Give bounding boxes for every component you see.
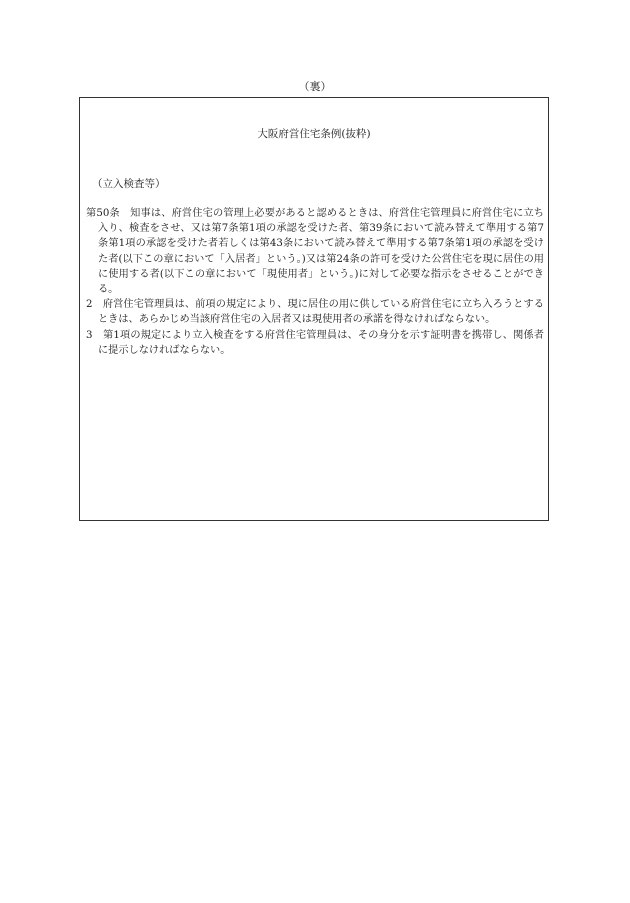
document-body — [86, 206, 544, 358]
document-title: 大阪府営住宅条例(抜粋) — [257, 128, 371, 140]
section-heading: （立入検査等） — [92, 178, 166, 190]
article-50-paragraph-2: 2 府営住宅管理員は、前項の規定により、現に居住の用に供している府営住宅に立ち入ろうとするときは、あらかじめ当該府営住宅の入居者又は現使用者の承諾を得なければならない。 — [86, 299, 544, 326]
article-50-paragraph-3: 3 第1項の規定により立入検査をする府営住宅管理員は、その身分を示す証明書を携帯し、関係者に提示しなければならない。 — [86, 329, 544, 356]
page-side-label: （裏） — [298, 80, 332, 93]
article-50-paragraph-1: 第50条 知事は、府営住宅の管理上必要があると認めるときは、府営住宅管理員に府営住宅に立ち入り、検査をさせ、又は第7条第1項の承認を受けた者、第39条において読み替えて準用する第7条第1項の承認を受けた者若しくは第43条において読み替えて準用する第7条第1項の承認を受けた者(以下この章において「入居者」という。)又は第24条の許可を受けた公営住宅を現に居住の用に使用する者(以下この章において「現使用者」という。)に対して必要な指示をさせることができる。 — [86, 208, 544, 296]
